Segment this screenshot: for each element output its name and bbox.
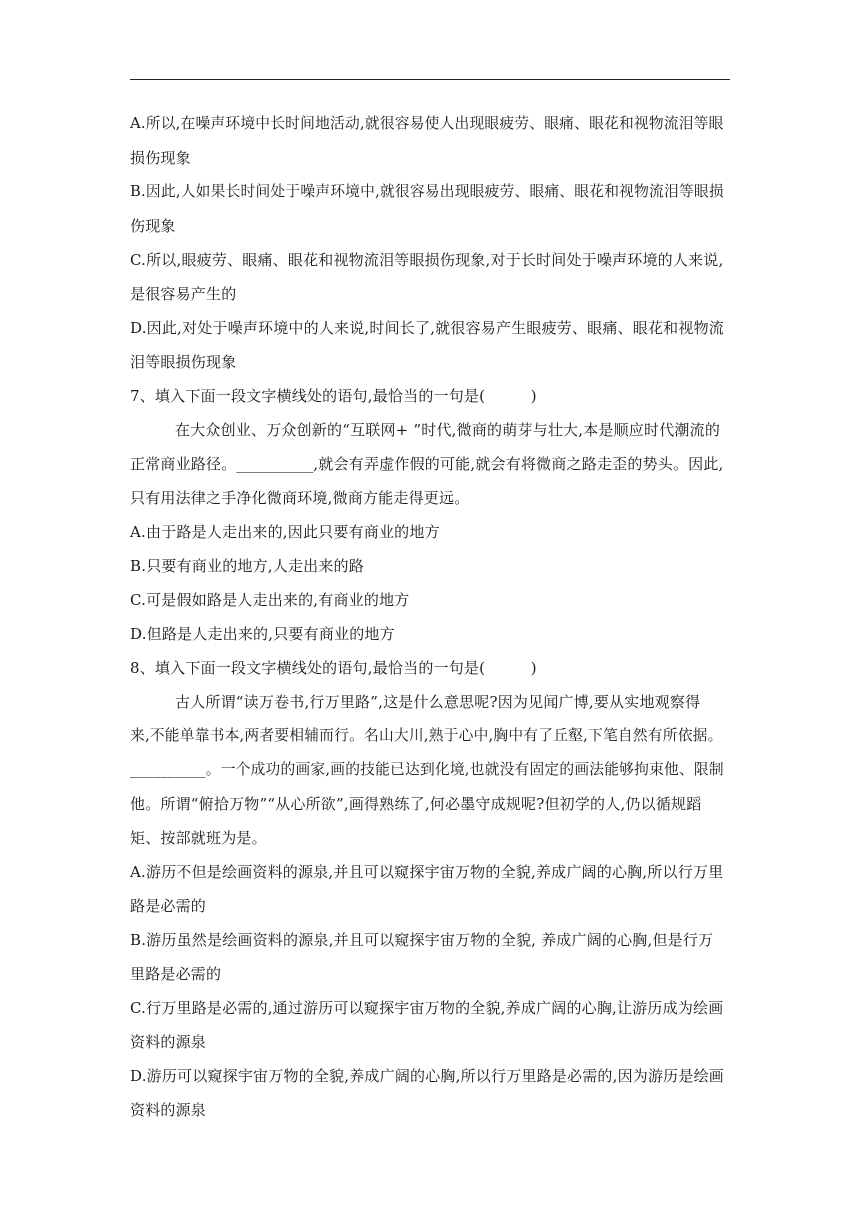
text-line: 资料的源泉 [130, 1033, 207, 1051]
text-line: 古人所谓“读万卷书,行万里路”,这是什么意思呢?因为见闻广博,要从实地观察得 [175, 693, 701, 711]
text-line: 里路是必需的 [130, 965, 222, 983]
text-line: 只有用法律之手净化微商环境,微商方能走得更远。 [130, 489, 470, 507]
option-c: C.可是假如路是人走出来的,有商业的地方 [130, 591, 410, 609]
text-line: 来,不能单靠书本,两者要相辅而行。名山大川,熟于心中,胸中有了丘壑,下笔自然有所依据。 [130, 727, 723, 744]
text-line: 是很容易产生的 [130, 285, 237, 303]
text-line: 泪等眼损伤现象 [130, 353, 237, 371]
header-rule [130, 79, 730, 80]
text-line: 损伤现象 [130, 149, 191, 167]
text-line: 矩、按部就班为是。 [130, 829, 267, 847]
option-a: A.由于路是人走出来的,因此只要有商业的地方 [130, 523, 440, 541]
text-line: A.所以,在噪声环境中长时间地活动,就很容易使人出现眼疲劳、眼痛、眼花和视物流泪等眼 [130, 115, 724, 132]
text-line: 在大众创业、万众创新的“互联网+ ”时代,微商的萌芽与壮大,本是顺应时代潮流的 [175, 421, 721, 439]
option-c: C.行万里路是必需的,通过游历可以窥探宇宙万物的全貌,养成广阔的心胸,让游历成为绘画 [130, 999, 724, 1017]
text-line: C.所以,眼疲劳、眼痛、眼花和视物流泪等眼损伤现象,对于长时间处于噪声环境的人来说, [130, 251, 724, 269]
text-line: D.因此,对处于噪声环境中的人来说,时间长了,就很容易产生眼疲劳、眼痛、眼花和视物流 [130, 319, 724, 337]
text-line: 正常商业路径。__________,就会有弄虚作假的可能,就会有将微商之路走歪的势头。因此, [130, 455, 724, 473]
document-body [130, 107, 730, 1127]
text-line: 路是必需的 [130, 897, 207, 915]
text-line: 他。所谓“俯拾万物”“从心所欲”,画得熟练了,何必墨守成规呢?但初学的人,仍以循规蹈 [130, 795, 702, 813]
text-line: 资料的源泉 [130, 1101, 207, 1119]
question-8-stem: 8、填入下面一段文字横线处的语句,最恰当的一句是( ) [130, 659, 537, 677]
text-line: B.因此,人如果长时间处于噪声环境中,就很容易出现眼疲劳、眼痛、眼花和视物流泪等眼损 [130, 183, 724, 200]
question-7-stem: 7、填入下面一段文字横线处的语句,最恰当的一句是( ) [130, 387, 537, 405]
option-d: D.但路是人走出来的,只要有商业的地方 [130, 625, 395, 643]
text-line: 伤现象 [130, 217, 176, 235]
option-b: B.只要有商业的地方,人走出来的路 [130, 557, 364, 575]
option-a: A.游历不但是绘画资料的源泉,并且可以窥探宇宙万物的全貌,养成广阔的心胸,所以行万里 [130, 863, 724, 881]
option-b: B.游历虽然是绘画资料的源泉,并且可以窥探宇宙万物的全貌, 养成广阔的心胸,但是行万 [130, 931, 714, 949]
text-line: __________。一个成功的画家,画的技能已达到化境,也就没有固定的画法能够拘束他、限制 [130, 761, 724, 778]
option-d: D.游历可以窥探宇宙万物的全貌,养成广阔的心胸,所以行万里路是必需的,因为游历是绘画 [130, 1067, 724, 1085]
